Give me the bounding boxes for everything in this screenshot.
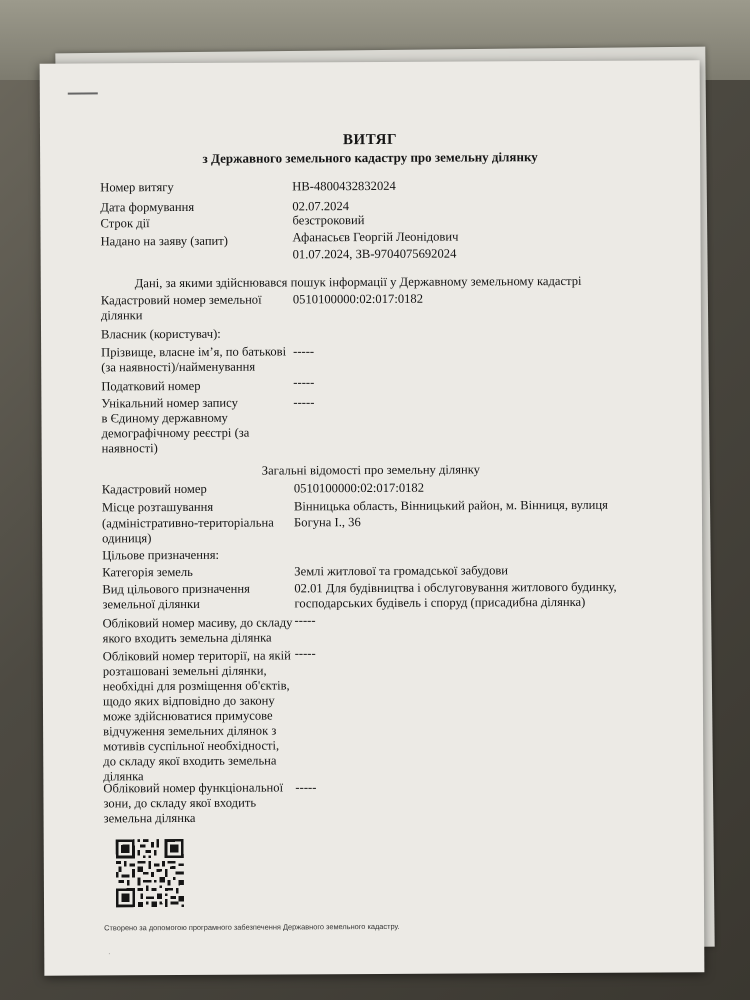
footer-note: Створено за допомогою програмного забезпечення Державного земельного кадастру. <box>104 921 400 933</box>
category-label: Категорія земель <box>102 564 193 580</box>
qr-code-icon <box>116 839 184 907</box>
extract-number-value: НВ-4800432832024 <box>292 178 396 194</box>
zone-label-1: Обліковий номер функціональної <box>103 780 284 796</box>
request-value-line1: Афанасьєв Георгій Леонідович <box>292 229 459 245</box>
search-cadastral-value: 0510100000:02:017:0182 <box>292 291 424 307</box>
general-cadastral-value: 0510100000:02:017:0182 <box>293 480 425 496</box>
territory-label-5: може здійснюватися примусове <box>102 708 273 724</box>
general-section-heading: Загальні відомості про земельну ділянку <box>261 462 480 478</box>
type-value-2: господарських будівель і споруд (присадибна ділянка) <box>294 594 586 611</box>
location-value-2: Богуна І., 36 <box>293 515 361 530</box>
document-title: ВИТЯГ <box>342 131 398 149</box>
formation-date-value: 02.07.2024 <box>292 199 350 214</box>
location-label-1: Місце розташування <box>101 499 214 515</box>
name-label-1: Прізвище, власне ім’я, по батькові <box>101 344 287 360</box>
request-value-line2: 01.07.2024, ЗВ-9704075692024 <box>292 246 457 262</box>
tax-number-value: ----- <box>293 375 315 390</box>
corner-mark <box>68 92 98 94</box>
record-label-2: в Єдиному державному <box>101 410 228 426</box>
page-mark: · <box>108 951 111 958</box>
document-subtitle: з Державного земельного кадастру про земельну ділянку <box>202 149 538 166</box>
name-value: ----- <box>293 344 315 359</box>
owner-label: Власник (користувач): <box>100 326 221 342</box>
territory-label-2: розташовані земельні ділянки, <box>102 663 267 679</box>
location-label-3: одиниця) <box>102 531 152 546</box>
territory-label-6: відчуження земельних ділянок з <box>103 723 277 739</box>
territory-label-3: необхідні для розміщення об'єктів, <box>102 678 290 694</box>
location-label-2: (адміністративно-територіальна <box>101 515 274 531</box>
general-cadastral-label: Кадастровий номер <box>101 481 207 497</box>
territory-label-1: Обліковий номер території, на якій <box>102 648 291 664</box>
formation-date-label: Дата формування <box>100 199 195 215</box>
search-cadastral-label-2: ділянки <box>100 308 143 323</box>
massive-label-1: Обліковий номер масиву, до складу <box>102 615 293 631</box>
zone-value: ----- <box>295 780 317 795</box>
territory-label-9: ділянка <box>103 769 144 784</box>
extract-number-label: Номер витягу <box>100 180 174 195</box>
record-label-4: наявності) <box>101 441 158 456</box>
territory-label-7: мотивів суспільної необхідності, <box>103 738 280 754</box>
search-section-heading: Дані, за якими здійснювався пошук інформації у Державному земельному кадастрі <box>134 273 582 291</box>
massive-label-2: якого входить земельна ділянка <box>102 630 272 646</box>
territory-value: ----- <box>294 646 316 661</box>
document-page <box>40 60 705 975</box>
territory-label-4: щодо яких відповідно до закону <box>102 693 275 709</box>
type-label-2: земельної ділянки <box>102 596 200 612</box>
massive-value: ----- <box>294 613 316 628</box>
type-label-1: Вид цільового призначення <box>102 581 250 597</box>
record-label-1: Унікальний номер запису <box>101 395 238 411</box>
validity-label: Строк дії <box>100 216 150 231</box>
territory-label-8: до складу якої входить земельна <box>103 753 277 769</box>
tax-number-label: Податковий номер <box>101 378 201 394</box>
record-value: ----- <box>293 395 315 410</box>
search-cadastral-label-1: Кадастровий номер земельної <box>100 292 262 308</box>
validity-value: безстроковий <box>292 213 365 228</box>
type-value-1: 02.01 Для будівництва і обслуговування житлового будинку, <box>294 579 617 596</box>
request-label: Надано на заяву (запит) <box>100 233 229 249</box>
purpose-label: Цільове призначення: <box>102 547 220 563</box>
name-label-2: (за наявності)/найменування <box>101 359 256 375</box>
record-label-3: демографічному реєстрі (за <box>101 425 250 441</box>
category-value: Землі житлової та громадської забудови <box>294 563 509 579</box>
zone-label-3: земельна ділянка <box>103 810 196 826</box>
location-value-1: Вінницька область, Вінницький район, м. Вінниця, вулиця <box>293 497 608 514</box>
zone-label-2: зони, до складу якої входить <box>103 795 257 811</box>
